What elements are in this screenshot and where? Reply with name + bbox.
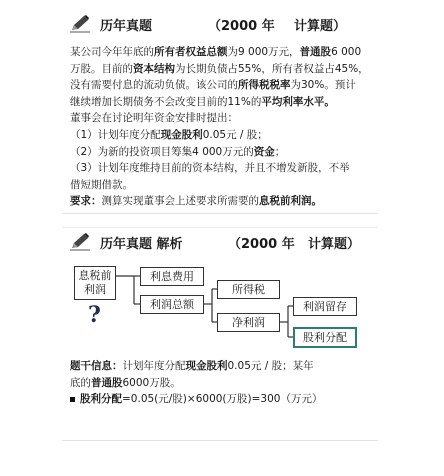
text-run: 为30%。预计 [290,79,356,92]
text-run: =0.05(元/股)×6000(万股)=300（万元） [122,393,323,406]
text-run: 没有需要付息的流动负债。该公司的 [70,79,238,92]
text-run: 为长期负债占55%，所有者权益占45%， [175,62,369,75]
text-run: （3）计划年度维持目前的资本结构，并且不增发新股，不举 [70,162,350,175]
text-run: 计划年度分配 [122,360,186,372]
question-title: 历年真题 [100,18,153,34]
analysis-header [62,228,378,256]
bold-text-run: 息税前利润。 [259,195,322,208]
text-run: 底的 [70,376,91,389]
net-profit-box: 净利润 [217,313,280,332]
text-run: （2）为新的投资项目筹集4 000万元的 [70,145,254,158]
bold-text-run: 资本结构 [133,62,175,75]
text-run: 继续增加长期债务不会改变目前的11%的 [70,95,262,108]
pencil-icon [69,15,91,33]
analysis-year: （2000 年 [228,236,295,252]
bold-text-run: 现金股利 [185,360,228,372]
text-run: 为9 000万元， [227,46,300,58]
info-line [70,375,374,392]
question-line [70,144,374,161]
bold-text-run: 平均利率水平。 [261,95,335,108]
question-line [70,127,374,144]
ebit-box: 息税前 利润 [74,266,116,300]
retained-box: 利润留存 [293,297,357,316]
text-run: 6 000 [331,46,362,58]
question-header [62,8,378,40]
text-run: 某公司今年年底的 [70,46,154,58]
bold-text-run: 现金股利 [160,128,203,141]
bold-text-run: 所有者权益总额 [154,46,228,58]
question-year: （2000 年 [208,18,275,34]
analysis-type: 计算题） [308,236,361,252]
analysis-info [70,358,374,408]
profit-total-box: 利润总额 [140,295,204,314]
text-run: 6000万股。 [122,376,181,389]
question-mark: ? [88,302,101,328]
text-run: （1）计划年度分配 [70,128,161,141]
bold-text-run: 题干信息： [70,360,123,372]
text-run: 0.05元 / 股； [202,128,268,141]
bold-text-run: 普通股 [299,46,332,58]
info-line [70,391,374,408]
analysis-title: 历年真题 解析 [100,236,183,252]
bold-text-run: 普通股 [91,376,123,389]
info-line [70,358,374,375]
bold-text-run: 要求： [70,195,102,208]
question-card [62,8,378,214]
question-line [70,193,374,210]
question-line [70,160,374,177]
bold-text-run: 资金 [253,145,275,158]
question-line [70,61,374,78]
question-type: 计算题） [294,18,347,34]
analysis-card [62,227,378,441]
interest-box: 利息费用 [140,267,204,286]
question-line [70,94,374,111]
bullet-square-icon [70,397,75,402]
question-line [70,77,374,94]
pencil-icon [69,233,91,251]
text-run: 测算实现董事会上述要求所需要的 [101,195,259,208]
bold-text-run: 股利分配 [80,393,122,406]
income-tax-box: 所得税 [217,280,280,299]
text-run: 借短期借款。 [70,178,133,191]
text-run: 万股。目前的 [70,62,133,75]
dividend-box: 股利分配 [293,327,357,348]
text-run: 0.05元 / 股；某年 [227,360,314,372]
profit-flow-diagram [62,262,378,362]
text-run: ； [274,145,286,158]
text-run: 董事会在讨论明年资金安排时提出： [70,112,238,125]
question-line [70,110,374,127]
question-line [70,44,374,61]
bold-text-run: 所得税税率 [238,79,291,92]
question-line [70,177,374,194]
question-body [70,44,374,210]
